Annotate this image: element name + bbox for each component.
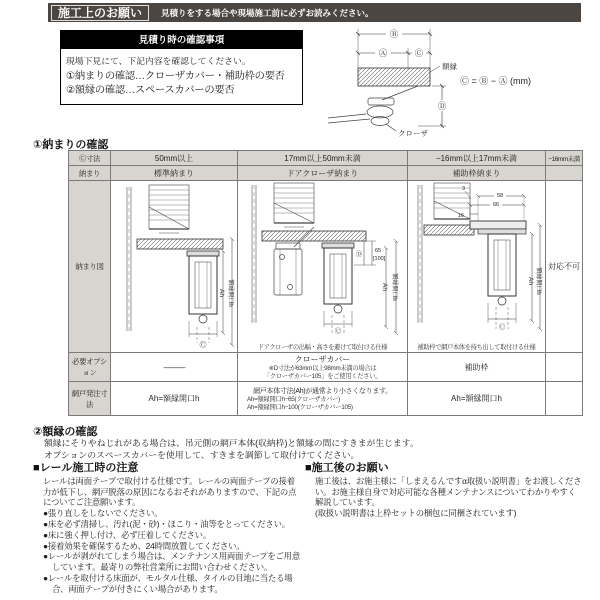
door-panel bbox=[149, 185, 189, 233]
aux-frame bbox=[470, 221, 526, 234]
rail-notes-body bbox=[33, 476, 301, 595]
option-closer bbox=[238, 353, 408, 382]
dim-d-label: Ⓓ bbox=[437, 101, 447, 111]
c-dim-closer: 17mm以上50mm未満 bbox=[238, 151, 408, 166]
option-standard: ――― bbox=[111, 353, 238, 382]
dim-opening-label: 額縁開口h bbox=[227, 279, 233, 307]
row-label-order: 網戸発注寸法 bbox=[69, 382, 111, 416]
dim-3-label: 3 bbox=[462, 186, 466, 192]
page-title: 施工上のお願い bbox=[51, 5, 149, 21]
page-header-note: 見積りをする場合や現場施工前に必ずお読みください。 bbox=[161, 7, 374, 18]
dim-ah-label: Ah bbox=[218, 289, 225, 297]
row-label-c-dim: Ⓒ寸法 bbox=[69, 151, 111, 166]
frame-leader-line bbox=[430, 66, 440, 72]
estimate-panel-intro: 現場下見にて、下記内容を確認してください。 bbox=[66, 56, 251, 66]
row-label-fit: 納まり bbox=[69, 166, 111, 181]
dim-c-label: Ⓒ bbox=[199, 342, 207, 349]
door-closer-sketch bbox=[328, 86, 418, 131]
section1-heading: ①納まりの確認 bbox=[33, 139, 109, 151]
rail-note-bullet: ●張り直しをしないでください。 bbox=[43, 508, 163, 519]
option-closer-note-2: 「クローザカバー105」をご使用ください。 bbox=[263, 372, 382, 380]
dim-c-label: Ⓒ bbox=[334, 328, 342, 335]
aux-fit-diagram bbox=[408, 181, 546, 338]
estimate-panel-title: 見積り時の確認事項 bbox=[60, 30, 303, 49]
frame-hatch bbox=[424, 225, 474, 235]
c-dimension-row bbox=[69, 151, 583, 166]
option-aux: 補助枠 bbox=[408, 353, 546, 382]
rail-note-bullet: ●レールを取付ける床面が、モルタル仕様、タイルの目地に当たる場合、両面テープが付きにくい場合があります。 bbox=[43, 572, 293, 594]
frame-hatch bbox=[262, 231, 366, 241]
not-supported-cell: 対応不可 bbox=[546, 181, 583, 353]
order-size-row bbox=[69, 382, 583, 416]
option-na-empty bbox=[546, 353, 583, 382]
wall-lines bbox=[252, 185, 256, 323]
row-label-option: 必要オプション bbox=[69, 353, 111, 382]
after-install-note: (取扱い説明書は上枠セットの梱包に同梱されています) bbox=[315, 508, 517, 519]
dim-58-label: 58 bbox=[496, 193, 504, 199]
c-dim-standard: 50mm以上 bbox=[111, 151, 238, 166]
dim-opening-label: 額縁開口h bbox=[391, 273, 397, 301]
option-closer-note-1: ※D寸法が63mm以上98mm未満の場合は bbox=[268, 365, 377, 372]
standard-fit-diagram-cell bbox=[111, 181, 238, 353]
frame-hatch bbox=[358, 68, 430, 86]
order-closer-line-3: Ah=額縁開口h−100(クローザカバー105) bbox=[247, 403, 353, 411]
fit-na-empty bbox=[546, 166, 583, 181]
order-standard: Ah=額縁開口h bbox=[111, 382, 238, 416]
fitting-table bbox=[68, 150, 583, 416]
after-install-text: 施工後は、お施主様に「しまえるんですα取扱い説明書」をお渡しください。お施主様自身で対応可能な各種メンテナンスについてわかりやすく解説しています。 bbox=[315, 475, 582, 508]
fit-closer: ドアクローザ納まり bbox=[238, 166, 408, 181]
wall-lines bbox=[127, 187, 131, 331]
dim-d-label: Ⓓ bbox=[355, 251, 363, 258]
option-closer-title: クローザカバー bbox=[294, 355, 351, 364]
rail-note-bullet: ●レールが剥がれてしまう場合は、メンテナンス用両面テープをご用意しています。最寄りの弊社営業所にお問い合わせください。 bbox=[43, 551, 301, 573]
order-closer-line-1: 網戸本体寸法(Ah)が通常より小さくなります。 bbox=[253, 387, 392, 395]
rail-notes-intro: レールは両面テープで取付ける仕様です。レールの両面テープの接着力が低下し、網戸脱落の原因になるおそれがありますので、下記の点についてご注意願います。 bbox=[43, 475, 297, 508]
housing bbox=[187, 251, 219, 343]
c-dim-aux: −16mm以上17mm未満 bbox=[408, 151, 546, 166]
estimate-check-panel bbox=[60, 30, 303, 105]
door-panel bbox=[274, 183, 314, 227]
closer-fit-diagram-cell bbox=[238, 181, 408, 353]
rail-note-bullet: ●接着効果を確保するため、24時間放置してください。 bbox=[43, 540, 245, 551]
estimate-panel-body bbox=[60, 49, 303, 105]
c-dim-na: −16mm未満 bbox=[546, 151, 583, 166]
order-closer-line-2: Ah=額縁開口h−65(クローザカバー) bbox=[247, 395, 340, 403]
housing bbox=[488, 234, 516, 329]
rail-note-bullet: ●床を必ず清掃し、汚れ(泥・砂)・ほこり・油等をとってください。 bbox=[43, 518, 290, 529]
rail-note-bullet: ●床に強く押し付け、必ず圧着してください。 bbox=[43, 529, 212, 540]
housing bbox=[322, 243, 354, 333]
dimension-overview-diagram bbox=[322, 20, 584, 140]
rail-notes-heading: ■レール施工時の注意 bbox=[33, 462, 139, 474]
dim-c-label: Ⓒ bbox=[498, 324, 506, 331]
estimate-panel-item-1: ①納まりの確認…クローザカバー・補助枠の要否 bbox=[66, 71, 285, 82]
option-row bbox=[69, 353, 583, 382]
section2-line-1: 額縁にそりやねじれがある場合は、吊元側の網戸本体(収納枠)と額縁の間にすきまが生じます。 bbox=[44, 438, 419, 448]
wall-lines bbox=[418, 185, 422, 323]
fit-aux: 補助枠納まり bbox=[408, 166, 546, 181]
closer-fit-diagram bbox=[238, 181, 408, 338]
frame-hatch bbox=[137, 239, 223, 249]
dim-ah-label: Ah bbox=[381, 283, 388, 291]
dim-ah-label: Ah bbox=[527, 277, 534, 285]
dim-c-label: Ⓒ bbox=[414, 48, 424, 58]
order-na-empty bbox=[546, 382, 583, 416]
estimate-panel-item-2: ②額縁の確認…スペースカバーの要否 bbox=[66, 85, 235, 96]
after-install-body bbox=[305, 476, 583, 519]
aux-fit-diagram-cell bbox=[408, 181, 546, 353]
standard-fit-diagram bbox=[111, 181, 238, 352]
rail-notes-section bbox=[33, 463, 301, 595]
closer-label: クローザ bbox=[398, 129, 428, 138]
order-aux: Ah=額縁開口h bbox=[408, 382, 546, 416]
dim-66-label: 66 bbox=[492, 202, 500, 208]
dim-100-label: [100] bbox=[373, 256, 386, 262]
formula-label: Ⓒ = Ⓑ − Ⓐ (mm) bbox=[460, 76, 532, 86]
dim-opening-label: 額縁開口h bbox=[535, 267, 541, 295]
section2-line-2: オプションのスペースカバーを使用して、すきまを調節して取付けてください。 bbox=[44, 450, 360, 460]
dim-65-label: 65 bbox=[375, 248, 382, 254]
frame-label: 額縁 bbox=[442, 62, 457, 71]
after-install-heading: ■施工後のお願い bbox=[305, 462, 389, 474]
fit-standard: 標準納まり bbox=[111, 166, 238, 181]
closer-fit-caption: ドアクローザの出幅・高さを避けて取付ける仕様 bbox=[257, 344, 388, 351]
dim-a-label: Ⓐ bbox=[378, 48, 388, 58]
order-closer bbox=[238, 382, 408, 416]
diagram-row bbox=[69, 181, 583, 353]
fit-name-row bbox=[69, 166, 583, 181]
after-install-section bbox=[305, 463, 583, 519]
row-label-diagram: 納まり図 bbox=[69, 181, 111, 353]
aux-fit-caption: 補助枠で網戸本体を持ち出して取付ける仕様 bbox=[417, 344, 536, 351]
dim-16-label: 16 bbox=[457, 213, 464, 219]
dim-b-label: Ⓑ bbox=[389, 29, 399, 39]
section2-heading: ②額縁の確認 bbox=[33, 426, 98, 438]
